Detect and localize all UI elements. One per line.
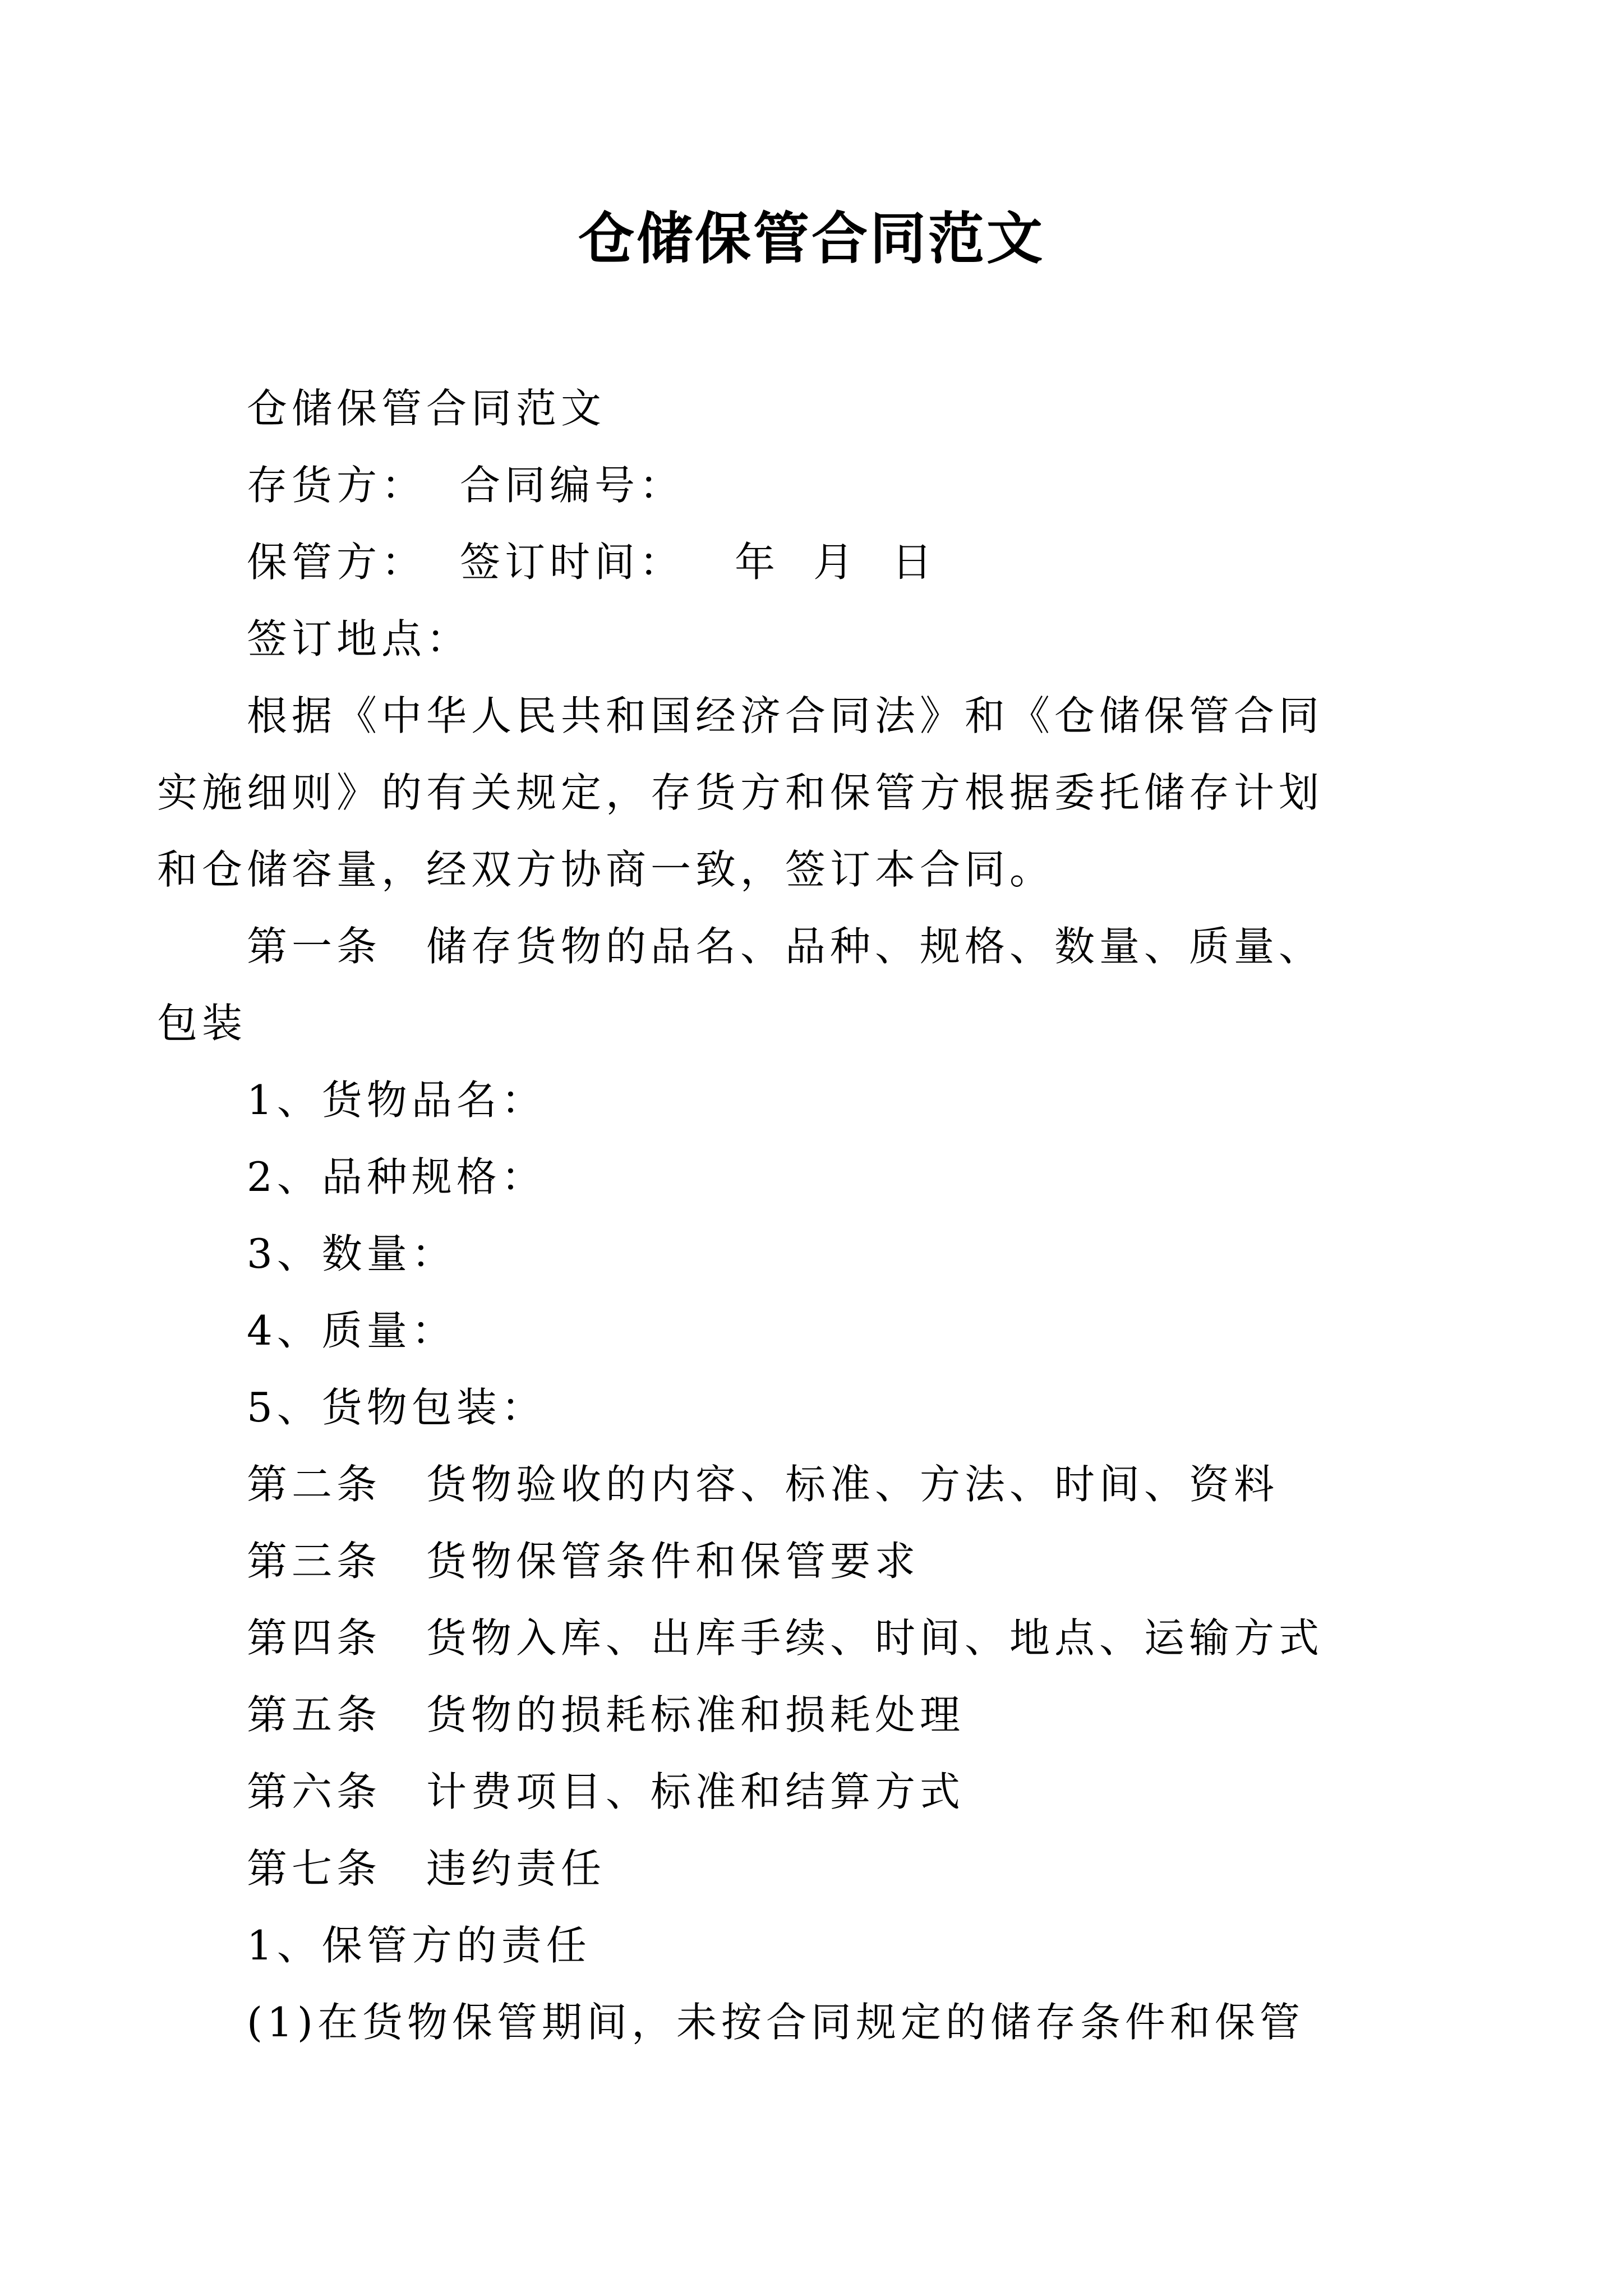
sign-place-line: 签订地点：: [247, 615, 472, 662]
article1-item: 4、质量：: [247, 1307, 457, 1354]
subtitle-line: 仓储保管合同范文: [247, 385, 606, 432]
document-body: [157, 370, 1396, 2061]
intro-line-1: 根据《中华人民共和国经济合同法》和《仓储保管合同: [247, 692, 1324, 739]
document-title: 仓储保管合同范文: [578, 205, 1045, 272]
year-label: 年: [735, 539, 780, 586]
article-heading: 第二条 货物验收的内容、标准、方法、时间、资料: [247, 1461, 1279, 1508]
depositor-label: 存货方：: [247, 462, 427, 509]
article-heading: 第六条 计费项目、标准和结算方式: [247, 1768, 965, 1815]
intro-line-3: 和仓储容量，经双方协商一致，签订本合同。: [157, 846, 1055, 893]
article1-line-2: 包装: [157, 1000, 247, 1047]
month-label: 月: [813, 539, 859, 586]
responsibility-item-1: (1)在货物保管期间，未按合同规定的储存条件和保管: [247, 1999, 1304, 2046]
responsibility-heading: 1、保管方的责任: [247, 1922, 591, 1969]
custodian-line: [247, 524, 1396, 601]
custodian-label: 保管方：: [247, 539, 427, 586]
depositor-line: [247, 447, 1396, 524]
article-heading: 第三条 货物保管条件和保管要求: [247, 1538, 920, 1585]
sign-time-label: 签订时间：: [460, 539, 685, 586]
article-heading: 第七条 违约责任: [247, 1845, 606, 1892]
article1-line-1: 第一条 储存货物的品名、品种、规格、数量、质量、: [247, 923, 1324, 970]
article1-item: 3、数量：: [247, 1230, 457, 1277]
intro-line-2: 实施细则》的有关规定，存货方和保管方根据委托储存计划: [157, 769, 1324, 816]
article-heading: 第四条 货物入库、出库手续、时间、地点、运输方式: [247, 1614, 1324, 1662]
article1-item: 5、货物包装：: [247, 1384, 546, 1431]
article-heading: 第五条 货物的损耗标准和损耗处理: [247, 1691, 965, 1738]
article1-item: 1、货物品名：: [247, 1076, 546, 1124]
contract-no-label: 合同编号：: [460, 462, 685, 509]
day-label: 日: [892, 539, 937, 586]
article1-item: 2、品种规格：: [247, 1153, 546, 1200]
